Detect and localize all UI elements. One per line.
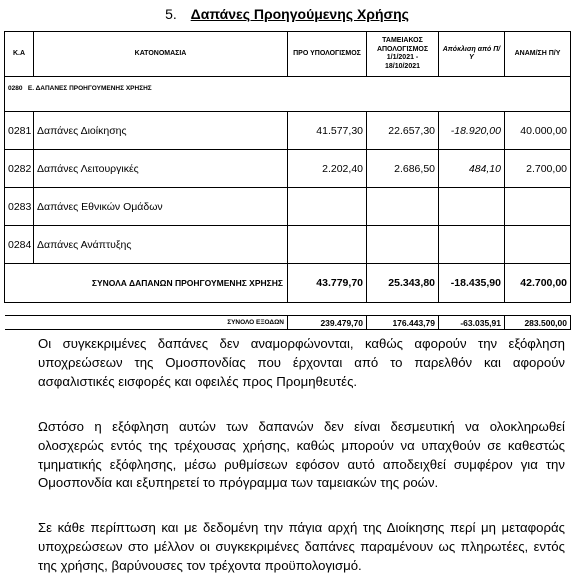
row-cash: 2.686,50 xyxy=(367,150,439,188)
table-row xyxy=(5,226,571,264)
table-row xyxy=(5,112,571,150)
row-revised xyxy=(505,226,571,264)
row-revised: 40.000,00 xyxy=(505,112,571,150)
section-label xyxy=(5,77,571,100)
row-code: 0281 xyxy=(5,112,34,150)
row-budget: 2.202,40 xyxy=(288,150,367,188)
col-header-cash: ΤΑΜΕΙΑΚΟΣ ΑΠΟΛΟΓΙΣΜΟΣ 1/1/2021 - 18/10/2021 xyxy=(367,32,439,77)
row-deviation xyxy=(439,188,505,226)
row-name: Δαπάνες Διοίκησης xyxy=(34,112,288,150)
row-revised: 2.700,00 xyxy=(505,150,571,188)
col-header-revised: ΑΝΑΜ/ΣΗ Π/Υ xyxy=(505,32,571,77)
grand-total-row xyxy=(5,316,571,330)
grand-total-deviation: -63.035,91 xyxy=(439,316,505,330)
grand-total-label: ΣΥΝΟΛΟ ΕΞΟΔΩΝ xyxy=(5,316,288,330)
total-deviation: -18.435,90 xyxy=(439,264,505,303)
row-deviation: 484,10 xyxy=(439,150,505,188)
row-name: Δαπάνες Εθνικών Ομάδων xyxy=(34,188,288,226)
section-code: 0280 xyxy=(8,84,23,92)
section-heading xyxy=(0,6,574,22)
row-code: 0283 xyxy=(5,188,34,226)
spacer-row xyxy=(5,303,571,316)
row-cash: 22.657,30 xyxy=(367,112,439,150)
paragraph-2: Ωστόσο η εξόφληση αυτών των δαπανών δεν είναι δεσμευτική να ολοκληρωθεί ολοσχερώς εντός της τρέχουσας χρήσης, καθώς μπορούν να υπαχθούν σε καθεστώς τμηματικής εξόφλησης, μέσω ρυθμίσεων εφόσον αυτό αποδειχθεί συμφέρον για την Ομοσπονδία και εξυπηρετεί το πρόγραμμα των ταμειακών της ροών. xyxy=(38,419,565,491)
total-cash: 25.343,80 xyxy=(367,264,439,303)
row-name: Δαπάνες Λειτουργικές xyxy=(34,150,288,188)
col-header-name: ΚΑΤΟΝΟΜΑΣΙΑ xyxy=(34,32,288,77)
grand-total-budget: 239.479,70 xyxy=(288,316,367,330)
row-budget: 41.577,30 xyxy=(288,112,367,150)
section-title-cell: Ε. ΔΑΠΑΝΕΣ ΠΡΟΗΓΟΥΜΕΝΗΣ ΧΡΗΣΗΣ xyxy=(27,84,152,92)
row-deviation xyxy=(439,226,505,264)
total-budget: 43.779,70 xyxy=(288,264,367,303)
section-title: Δαπάνες Προηγούμενης Χρήσης xyxy=(190,6,409,22)
table-row xyxy=(5,188,571,226)
paragraph-3: Σε κάθε περίπτωση και με δεδομένη την πάγια αρχή της Διοίκησης περί μη μεταφοράς υποχρεώσεων στο μέλλον οι συγκεκριμένες δαπάνες παραμένουν ως πληρωτέες, εντός της χρήσης, βαρύνουσες τον τρέχοντα προϋπολογισμό. xyxy=(38,520,565,573)
expenses-table xyxy=(4,31,571,330)
row-budget xyxy=(288,226,367,264)
row-cash xyxy=(367,188,439,226)
row-cash xyxy=(367,226,439,264)
row-code: 0282 xyxy=(5,150,34,188)
total-row xyxy=(5,264,571,303)
table-header-row xyxy=(5,32,571,77)
section-number: 5. xyxy=(165,6,177,22)
grand-total-cash: 176.443,79 xyxy=(367,316,439,330)
row-name: Δαπάνες Ανάπτυξης xyxy=(34,226,288,264)
paragraph-1: Οι συγκεκριμένες δαπάνες δεν αναμορφώνονται, καθώς αφορούν την εξόφληση υποχρεώσεων της Ομοσπονδίας που έρχονται από το παρελθόν και αφορούν ασφαλιστικές εισφορές και οφειλές προς Προμηθευτές. xyxy=(38,336,565,389)
section-row xyxy=(5,77,571,100)
total-label: ΣΥΝΟΛΑ ΔΑΠΑΝΩΝ ΠΡΟΗΓΟΥΜΕΝΗΣ ΧΡΗΣΗΣ xyxy=(5,264,288,303)
spacer-row xyxy=(5,99,571,112)
table-row xyxy=(5,150,571,188)
row-deviation: -18.920,00 xyxy=(439,112,505,150)
row-revised xyxy=(505,188,571,226)
col-header-budget: ΠΡΟ ΥΠΟΛΟΓΙΣΜΟΣ xyxy=(288,32,367,77)
col-header-code: Κ.Α xyxy=(5,32,34,77)
grand-total-revised: 283.500,00 xyxy=(505,316,571,330)
row-code: 0284 xyxy=(5,226,34,264)
total-revised: 42.700,00 xyxy=(505,264,571,303)
row-budget xyxy=(288,188,367,226)
col-header-deviation: Απόκλιση από Π/Υ xyxy=(439,32,505,77)
